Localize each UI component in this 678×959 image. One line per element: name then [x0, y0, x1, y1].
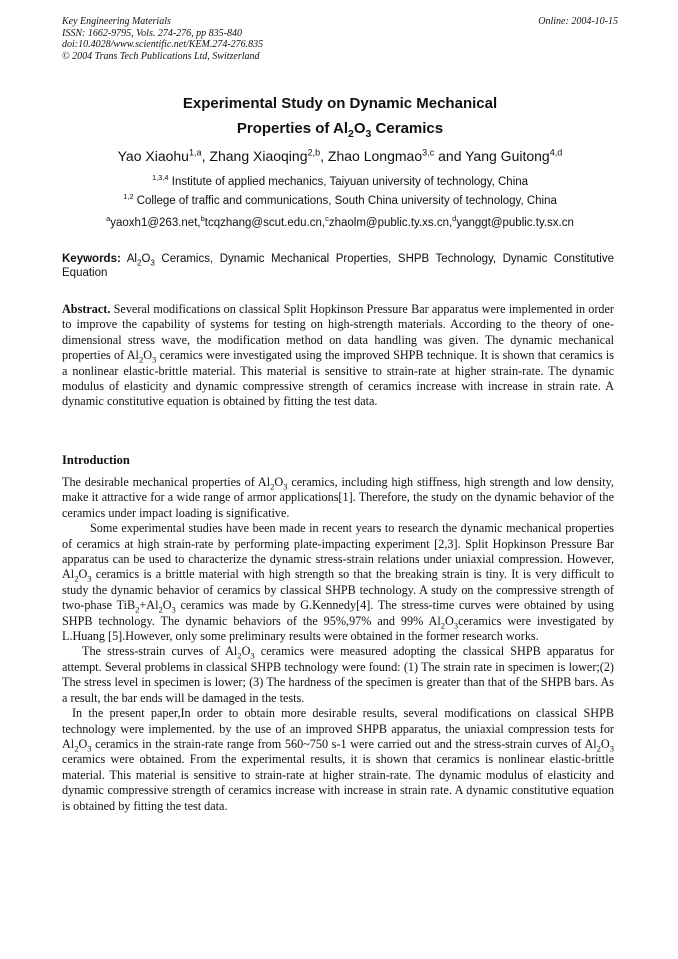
- email-link[interactable]: zhaolm@public.ty.xs.cn,: [328, 217, 453, 229]
- journal-name: Key Engineering Materials: [62, 16, 171, 27]
- paragraph: In the present paper,In order to obtain more desirable results, several modifications on classical SHPB technology were implemented. by the use of an improved SHPB apparatus, the uniaxial compression tests for $Al_2O_3$ ceramics in the strain-rate range from 560~750 s-1 were carried out and the stress-strain curves of $Al_2O_3$ ceramics were obtained. From the experimental results, it is shown that ceramics is nonlinear elastic-brittle material. This material is sensitive to strain-rate at higher strain-rate. The dynamic modulus of elasticity and dynamic compressive strength of ceramics increase with increase in strain rate. A dynamic constitutive equation is obtained by fitting the test data.: [62, 706, 614, 813]
- keywords: Keywords: $Al_2O_3$ Ceramics, Dynamic Mechanical Properties, SHPB Technology, Dynamic Constitutive Equation: [62, 253, 614, 279]
- paragraph: The desirable mechanical properties of $Al_2O_3$ ceramics, including high stiffness, high strength and low density, make it attractive for a wide range of armor applications[1]. Therefore, the study on the dynamic behavior of the ceramics under impact loading is significative.: [62, 475, 614, 520]
- introduction-body: [62, 475, 614, 814]
- journal-doi: doi:10.4028/www.scientific.net/KEM.274-276.835: [62, 39, 264, 50]
- title-line-2: Properties of $Al_2O_3$ Ceramics: [236, 120, 444, 140]
- online-date: Online: 2004-10-15: [538, 16, 618, 27]
- section-heading-introduction: Introduction: [62, 453, 130, 467]
- journal-header: [62, 16, 618, 62]
- keywords-label: Keywords:: [62, 253, 121, 265]
- abstract: Abstract. Several modifications on classical Split Hopkinson Pressure Bar apparatus were implemented in order to improve the capability of systems for testing on high-strength materials. According to the theory of one-dimensional stress wave, the modification method on data handling was given. The dynamic mechanical properties of $Al_2O_3$ ceramics were investigated using the improved SHPB technique. It is shown that ceramics is a nonlinear elastic-brittle material. This material is sensitive to strain-rate at higher strain-rate. The dynamic modulus of elasticity and dynamic compressive strength of ceramics increase with increase in strain rate. A dynamic constitutive equation is obtained by fitting the test data.: [62, 302, 614, 409]
- paper-title: [62, 91, 618, 141]
- abstract-label: Abstract.: [62, 302, 111, 316]
- affiliation-2: $^{1,2}$ College of traffic and communications, South China university of technology, China: [123, 192, 557, 207]
- author-emails: $^a$yaoxh1@263.net,$^b$tcqzhang@scut.edu.cn,$^c$zhaolm@public.ty.xs.cn,$^d$yanggt@public.ty.sx.cn: [106, 214, 574, 229]
- email-link[interactable]: yanggt@public.ty.sx.cn: [456, 217, 574, 229]
- affiliation-1: $^{1,3,4}$ Institute of applied mechanics, Taiyuan university of technology, China: [151, 173, 529, 188]
- email-link[interactable]: tcqzhang@scut.edu.cn,: [204, 217, 326, 229]
- paragraph: The stress-strain curves of $Al_2O_3$ ceramics were measured adopting the classical SHPB apparatus for attempt. Several problems in classical SHPB technology were found: (1) The strain rate in specimen is lower;(2) The stress level in specimen is lower; (3) The hardness of the specimen is greater than that of the SHPB bars. As a result, the bar ends will be damaged in the tests.: [62, 644, 614, 705]
- paragraph: Some experimental studies have been made in recent years to research the dynamic mechanical properties of ceramics at high strain-rate by performing plate-impacting experiment [2,3]. Split Hopkinson Pressure Bar apparatus can be used to characterize the dynamic stress-strain relations under uniaxial compression. However, $Al_2O_3$ ceramics is a brittle material with high strength so that the breaking strain is tiny. It is very difficult to study the dynamic behavior of ceramics by classical SHPB technology. A study on the compressive strength of two-phase $TiB_2+Al_2O_3$ ceramics was made by G.Kennedy[4]. The stress-time curves were obtained by using SHPB technology. The dynamic behaviors of the 95%,97% and 99% $Al_2O_3ceramics$ were investigated by L.Huang [5].However, only some preliminary results were obtained in the former research works.: [62, 521, 614, 644]
- email-link[interactable]: yaoxh1@263.net,: [110, 217, 201, 229]
- journal-copyright: © 2004 Trans Tech Publications Ltd, Switzerland: [62, 50, 260, 62]
- author-list: Yao Xiaohu$^{1,a}$, Zhang Xiaoqing$^{2,b}$, Zhao Longmao$^{3,c}$ and Yang Guitong$^{4,d}$: [117, 147, 563, 164]
- title-line-1: Experimental Study on Dynamic Mechanical: [182, 95, 498, 112]
- journal-issn: ISSN: 1662-9795, Vols. 274-276, pp 835-840: [62, 27, 242, 39]
